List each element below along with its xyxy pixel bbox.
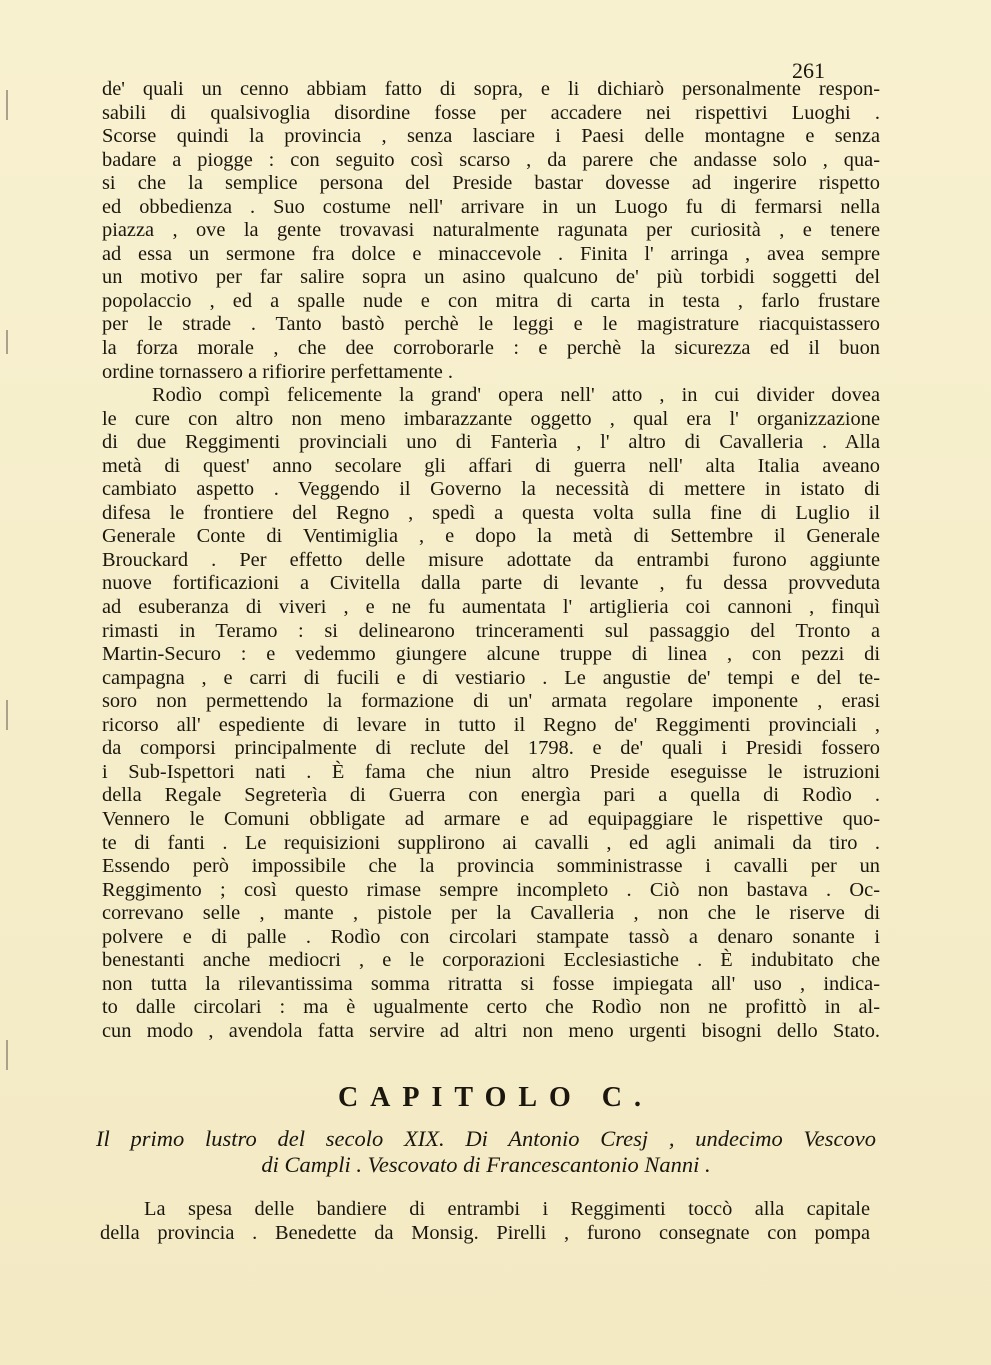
text-line: piazza , ove la gente trovavasi naturalmente ragunata per curiosità , e tenere — [102, 219, 880, 242]
text-line: Generale Conte di Ventimiglia , e dopo la metà di Settembre il Generale — [102, 525, 880, 548]
text-line: La spesa delle bandiere di entrambi i Reggimenti toccò alla capitale — [144, 1198, 870, 1220]
text-line: Rodìo compì felicemente la grand' opera nell' atto , in cui divider dovea — [152, 384, 880, 407]
paragraph-2 — [102, 384, 880, 1043]
text-line: nuove fortificazioni a Civitella dalla parte di levante , fu dessa provveduta — [102, 572, 880, 595]
page-number: 261 — [792, 58, 825, 83]
main-text-block — [102, 78, 880, 1043]
text-line: di Campli . Vescovato di Francescantonio Nanni . — [261, 1152, 711, 1177]
text-line: de' quali un cenno abbiam fatto di sopra, e li dichiarò personalmente respon- — [102, 78, 880, 100]
text-line: soro non permettendo la formazione di un' armata regolare imponente , erasi — [102, 690, 880, 713]
text-line: le cure con altro non meno imbarazzante oggetto , qual era l' organizzazione — [102, 407, 880, 430]
text-line: to dalle circolari : ma è ugualmente certo che Rodìo non ne profittò in al- — [102, 996, 880, 1019]
paragraph-1 — [102, 78, 880, 384]
text-line: la forza morale , che dee corroborarle : e perchè la sicurezza ed il buon — [102, 337, 880, 360]
text-line: da comporsi principalmente di reclute del 1798. e de' quali i Presidi fossero — [102, 737, 880, 760]
text-line: ordine tornassero a rifiorire perfettamente . — [102, 360, 454, 383]
text-line: te di fanti . Le requisizioni supplirono ai cavalli , ed agli animali da tiro . — [102, 831, 880, 854]
text-line: cun modo , avendola fatta servire ad altri non meno urgenti bisogni dello Stato. — [102, 1019, 880, 1042]
text-line: della Regale Segreterìa di Guerra con energìa pari a quella di Rodìo . — [102, 784, 880, 807]
chapter-heading: CAPITOLO C. — [337, 1082, 654, 1113]
text-line: popolaccio , ed a spalle nude e con mitra di carta in testa , farlo frustare — [102, 289, 880, 312]
text-line: metà di quest' anno secolare gli affari di guerra nell' alta Italia aveano — [102, 454, 880, 477]
margin-scan-marks — [0, 0, 20, 1365]
text-line: badare a piogge : con seguito così scarso , da parere che andasse solo , qua- — [102, 148, 880, 171]
text-line: sabili di qualsivoglia disordine fosse per accadere nei rispettivi Luoghi . — [102, 101, 880, 124]
text-line: si che la semplice persona del Preside bastar dovesse ad ingerire rispetto — [102, 172, 880, 195]
text-line: un motivo per far salire sopra un asino qualcuno de' più torbidi soggetti del — [102, 266, 880, 289]
text-line: ed obbedienza . Suo costume nell' arrivare in un Luogo fu di fermarsi nella — [102, 195, 880, 218]
text-line: Essendo però impossibile che la provincia somministrasse i cavalli per un — [102, 855, 880, 878]
text-line: Brouckard . Per effetto delle misure adottate da entrambi furono aggiunte — [102, 548, 880, 571]
text-line: di due Reggimenti provinciali uno di Fanterìa , l' altro di Cavalleria . Alla — [102, 431, 880, 454]
text-line: benestanti anche mediocri , e le corporazioni Ecclesiastiche . È indubitato che — [102, 949, 880, 972]
text-line: Il primo lustro del secolo XIX. Di Antonio Cresj , undecimo Vescovo — [96, 1126, 876, 1151]
text-line: rimasti in Teramo : si delinearono trinceramenti sul passaggio del Tronto a — [102, 619, 880, 642]
text-line: campagna , e carri di fucili e di vestiario . Le angustie de' tempi e del te- — [102, 666, 880, 689]
text-line: difesa le frontiere del Regno , spedì a questa volta sulla fine di Luglio il — [102, 501, 880, 524]
chapter-subtitle — [96, 1126, 876, 1178]
paragraph-3 — [100, 1197, 870, 1245]
text-line: ad esuberanza di viveri , e ne fu aumentata l' artiglieria coi cannoni , finquì — [102, 596, 880, 619]
text-line: ricorso all' espediente di levare in tutto il Regno de' Reggimenti provinciali , — [102, 713, 880, 736]
text-line: correvano selle , mante , pistole per la Cavalleria , non che le riserve di — [102, 902, 880, 925]
text-line: Vennero le Comuni obbligate ad armare e ad equipaggiare le rispettive quo- — [102, 807, 880, 830]
text-line: Scorse quindi la provincia , senza lasciare i Paesi delle montagne e senza — [102, 125, 880, 148]
text-line: per le strade . Tanto bastò perchè le leggi e le magistrature riacquistassero — [102, 313, 880, 336]
text-line: Martin-Securo : e vedemmo giungere alcune truppe di linea , con pezzi di — [102, 643, 880, 666]
text-line: polvere e di palle . Rodìo con circolari stampate tassò a denaro sonante i — [102, 925, 880, 948]
text-line: non tutta la rilevantissima somma ritratta si fosse impiegata all' uso , indica- — [102, 972, 880, 995]
text-line: della provincia . Benedette da Monsig. Pirelli , furono consegnate con pompa — [100, 1222, 870, 1244]
text-line: i Sub-Ispettori nati . È fama che niun altro Preside eseguisse le istruzioni — [102, 760, 880, 783]
text-line: Reggimento ; così questo rimase sempre incompleto . Ciò non bastava . Oc- — [102, 878, 880, 901]
text-line: ad essa un sermone fra dolce e minaccevole . Finita l' arringa , avea sempre — [102, 242, 880, 265]
text-line: cambiato aspetto . Veggendo il Governo la necessità di mettere in istato di — [102, 478, 880, 501]
